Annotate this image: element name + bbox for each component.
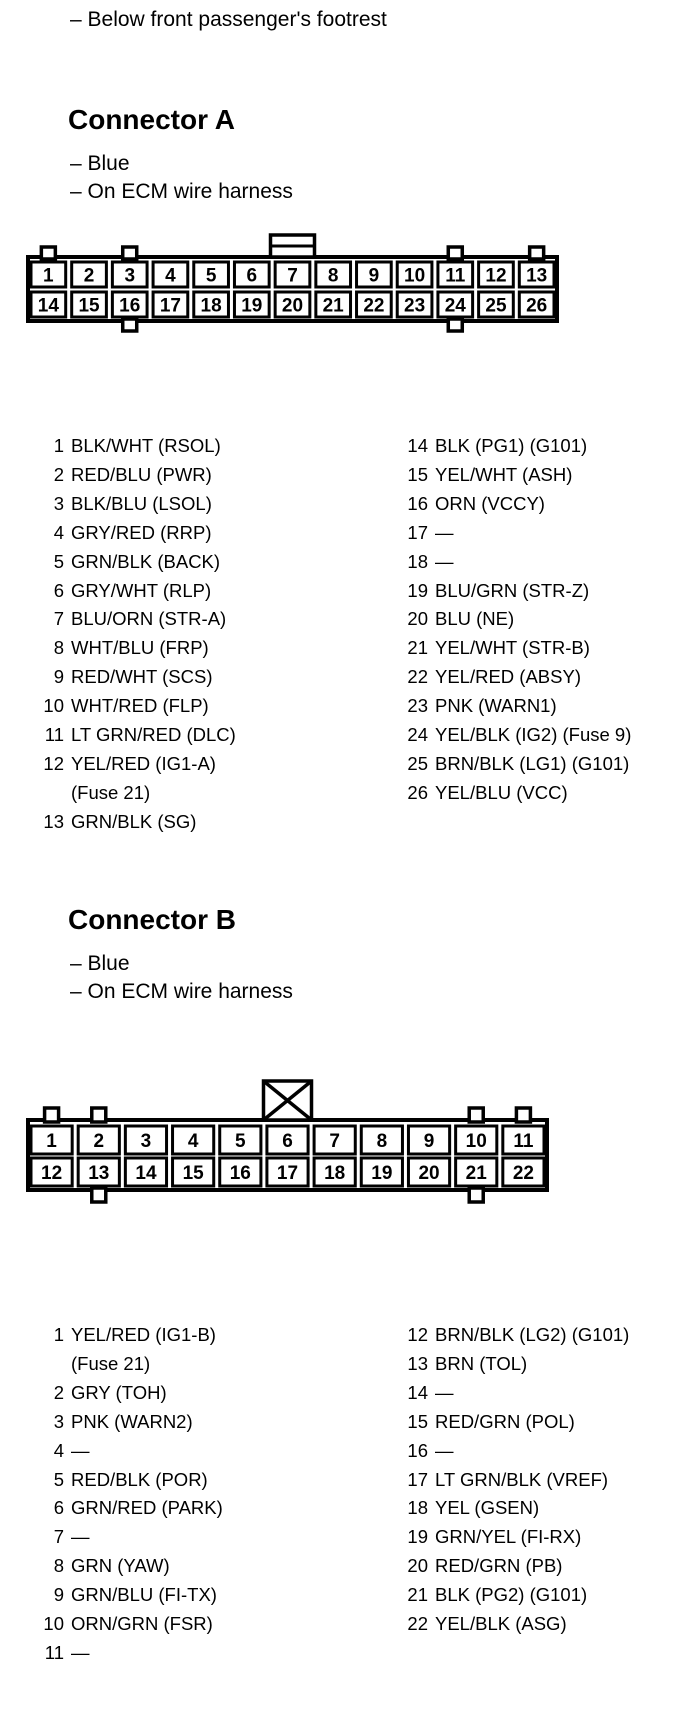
- pin-entry: [400, 548, 631, 577]
- pin-description: PNK (WARN2): [71, 1410, 193, 1432]
- pin-description: RED/GRN (POL): [435, 1410, 575, 1432]
- terminal-number: 19: [241, 295, 263, 317]
- terminal-number: 5: [205, 265, 217, 287]
- pin-number: 8: [53, 637, 64, 659]
- pin-entry: [400, 1408, 629, 1437]
- pin-description: YEL/RED (IG1-A): [71, 752, 216, 774]
- terminal-number: 9: [368, 265, 380, 287]
- pin-number: 19: [407, 579, 428, 601]
- lock-tab: [448, 247, 462, 259]
- pin-entry: [0, 1350, 223, 1379]
- connector-a-pins-left: [0, 432, 236, 837]
- terminal-number: 21: [465, 1163, 487, 1184]
- pin-entry: [400, 1610, 629, 1639]
- pin-description: RED/WHT (SCS): [71, 666, 213, 688]
- pin-entry: [400, 1350, 629, 1379]
- pin-entry: [0, 1494, 223, 1523]
- pin-number: 22: [407, 1613, 428, 1635]
- pin-description: YEL/WHT (ASH): [435, 463, 573, 485]
- pin-number: 4: [53, 521, 64, 543]
- pin-number: 20: [407, 608, 428, 630]
- pin-number: 2: [53, 463, 64, 485]
- pin-entry: [0, 1437, 223, 1466]
- terminal-number: 17: [276, 1163, 299, 1184]
- pin-number: 23: [407, 695, 428, 717]
- lock-tab: [469, 1108, 483, 1122]
- pin-description: BLU/GRN (STR-Z): [435, 579, 590, 601]
- connector-a-location-note: – On ECM wire harness: [70, 180, 293, 203]
- lock-tab: [516, 1108, 530, 1122]
- connector-b-color-note: – Blue: [70, 952, 130, 975]
- connector-b-pins-left: [0, 1321, 223, 1668]
- pin-number: 22: [407, 666, 428, 688]
- pin-number: 21: [407, 637, 428, 659]
- pin-number: 18: [407, 550, 428, 572]
- connector-a-color-note: – Blue: [70, 152, 130, 175]
- terminal-number: 6: [246, 265, 258, 287]
- terminal-number: 1: [46, 1131, 57, 1152]
- lock-tab: [45, 1108, 59, 1122]
- pin-number: 10: [43, 1613, 64, 1635]
- connector-a-diagram: [0, 250, 688, 370]
- pin-number: 24: [407, 724, 428, 746]
- pin-entry: [0, 1552, 223, 1581]
- lock-tab: [92, 1108, 106, 1122]
- pin-description: GRN/BLK (SG): [71, 810, 197, 832]
- terminal-number: 10: [404, 265, 426, 287]
- pin-description: GRN (YAW): [71, 1555, 170, 1577]
- pin-number: 5: [53, 1468, 64, 1490]
- pin-description: GRY (TOH): [71, 1381, 167, 1403]
- pin-entry: [0, 577, 236, 606]
- pin-entry: [400, 490, 631, 519]
- pin-number: 18: [407, 1497, 428, 1519]
- terminal-number: 20: [281, 295, 304, 317]
- pin-description: BRN/BLK (LG1) (G101): [435, 752, 630, 774]
- pin-description: YEL/RED (IG1-B): [71, 1324, 216, 1345]
- terminal-number: 16: [229, 1163, 251, 1184]
- pin-description: LT GRN/BLK (VREF): [435, 1468, 609, 1490]
- pin-description: BLK/BLU (LSOL): [71, 492, 212, 514]
- pin-entry: [400, 1466, 629, 1495]
- pin-description: BLK (PG1) (G101): [435, 435, 588, 456]
- pin-description: BLK/WHT (RSOL): [71, 435, 221, 456]
- pin-entry: [0, 1523, 223, 1552]
- pin-number: 6: [53, 1497, 64, 1519]
- pin-entry: [0, 432, 236, 461]
- connector-body: [28, 1081, 547, 1202]
- terminal-number: 4: [187, 1131, 199, 1152]
- terminal-number: 11: [513, 1131, 534, 1152]
- terminal-number: 8: [327, 265, 339, 287]
- pin-description: BLU (NE): [435, 608, 515, 630]
- pin-entry: [400, 1321, 629, 1350]
- pin-entry: [400, 721, 631, 750]
- pin-entry: [400, 663, 631, 692]
- terminal-number: 21: [322, 295, 344, 317]
- terminal-number: 12: [41, 1163, 63, 1184]
- pin-description: ORN/GRN (FSR): [71, 1613, 213, 1635]
- lock-tab: [41, 247, 55, 259]
- pin-description: YEL (GSEN): [435, 1497, 540, 1519]
- pin-entry: [0, 779, 236, 808]
- pin-entry: [0, 808, 236, 837]
- terminal-number: 5: [235, 1131, 246, 1152]
- pin-entry: [400, 461, 631, 490]
- pin-entry: [400, 692, 631, 721]
- pin-number: 21: [407, 1584, 428, 1606]
- pin-entry: [400, 1437, 629, 1466]
- connector-b-pins-right: [400, 1321, 629, 1639]
- pin-number: 19: [407, 1526, 428, 1548]
- pin-entry: [0, 1321, 223, 1350]
- pin-description: GRN/YEL (FI-RX): [435, 1526, 582, 1548]
- pin-number: 1: [53, 435, 64, 456]
- connector-b-diagram: [0, 1080, 688, 1230]
- pin-number: 11: [44, 724, 64, 746]
- pin-description: YEL/BLK (ASG): [435, 1613, 567, 1635]
- pin-description: ORN (VCCY): [435, 492, 545, 514]
- pin-description: YEL/RED (ABSY): [435, 666, 581, 688]
- pin-entry: [0, 1610, 223, 1639]
- pin-entry: [0, 750, 236, 779]
- terminal-number: 14: [135, 1163, 157, 1184]
- pin-entry: [400, 1523, 629, 1552]
- lock-tab: [123, 319, 137, 331]
- pin-number: 2: [53, 1381, 64, 1403]
- pin-entry: [400, 432, 631, 461]
- connector-a-pin-list: [0, 432, 688, 852]
- pin-entry: [400, 634, 631, 663]
- pin-description: PNK (WARN1): [435, 695, 557, 717]
- pin-description: BRN (TOL): [435, 1352, 528, 1374]
- connector-b-location-note: – On ECM wire harness: [70, 980, 293, 1003]
- pin-entry: [0, 605, 236, 634]
- pin-description: —: [435, 521, 454, 543]
- terminal-number: 15: [78, 295, 100, 317]
- terminal-number: 3: [140, 1131, 152, 1152]
- pin-description: BLU/ORN (STR-A): [71, 608, 227, 630]
- connector-body: [28, 235, 557, 331]
- pin-entry: [400, 519, 631, 548]
- pin-number: 10: [43, 695, 64, 717]
- terminal-number: 22: [363, 295, 385, 317]
- terminal-number: 6: [282, 1131, 293, 1152]
- pin-number: 16: [407, 492, 428, 514]
- pin-entry: [0, 519, 236, 548]
- pin-description: BLK (PG2) (G101): [435, 1584, 588, 1606]
- pin-description: WHT/BLU (FRP): [71, 637, 209, 659]
- terminal-number: 10: [465, 1131, 487, 1152]
- terminal-number: 19: [371, 1163, 393, 1184]
- terminal-number: 22: [512, 1163, 534, 1184]
- lock-tab: [469, 1188, 483, 1202]
- pin-description: YEL/BLU (VCC): [435, 781, 568, 803]
- pin-description: YEL/WHT (STR-B): [435, 637, 590, 659]
- pin-entry: [400, 779, 631, 808]
- lock-tab: [530, 247, 544, 259]
- pin-entry: [0, 1466, 223, 1495]
- pin-number: 5: [53, 550, 64, 572]
- terminal-number: 13: [88, 1163, 110, 1184]
- terminal-number: 4: [165, 265, 176, 287]
- pin-number: 6: [53, 579, 64, 601]
- location-note: – Below front passenger's footrest: [70, 8, 387, 31]
- terminal-number: 17: [159, 295, 181, 317]
- pin-number: 20: [407, 1555, 428, 1577]
- pin-description: WHT/RED (FLP): [71, 695, 209, 717]
- pin-description: —: [71, 1641, 90, 1663]
- pin-number: 11: [44, 1641, 64, 1663]
- terminal-number: 1: [43, 265, 54, 287]
- pin-description: RED/BLK (POR): [71, 1468, 208, 1490]
- pin-number: 25: [407, 752, 428, 774]
- pin-entry: [0, 634, 236, 663]
- pin-description: —: [435, 1381, 454, 1403]
- terminal-number: 18: [200, 295, 222, 317]
- pin-description: GRN/BLK (BACK): [71, 550, 221, 572]
- pin-entry: [400, 750, 631, 779]
- pin-entry: [0, 692, 236, 721]
- terminal-number: 3: [124, 265, 136, 287]
- pin-number: 12: [43, 752, 64, 774]
- terminal-number: 11: [445, 265, 466, 287]
- terminal-number: 20: [418, 1163, 440, 1184]
- pin-number: 13: [43, 810, 64, 832]
- terminal-number: 2: [83, 265, 95, 287]
- terminal-number: 12: [485, 265, 507, 287]
- pin-entry: [400, 1552, 629, 1581]
- pin-entry: [0, 1379, 223, 1408]
- connector-b-title: Connector B: [68, 904, 236, 935]
- pin-number: 8: [53, 1555, 64, 1577]
- lock-tab: [123, 247, 137, 259]
- pin-entry: [0, 461, 236, 490]
- pin-entry: [0, 721, 236, 750]
- pin-number: 3: [53, 1410, 64, 1432]
- pin-number: 1: [53, 1324, 64, 1345]
- pin-entry: [0, 1581, 223, 1610]
- pin-description: (Fuse 21): [71, 1352, 151, 1374]
- terminal-number: 26: [526, 295, 548, 317]
- pin-number: 26: [407, 781, 428, 803]
- pin-entry: [0, 663, 236, 692]
- pin-number: 9: [53, 666, 64, 688]
- pin-entry: [400, 577, 631, 606]
- pin-description: RED/BLU (PWR): [71, 463, 212, 485]
- pin-number: 9: [53, 1584, 64, 1606]
- pin-description: —: [71, 1526, 90, 1548]
- pin-number: 13: [407, 1352, 428, 1374]
- pin-entry: [0, 490, 236, 519]
- connector-a-pins-right: [400, 432, 631, 808]
- terminal-number: 13: [526, 265, 548, 287]
- pin-number: 7: [53, 608, 64, 630]
- pin-number: 15: [407, 463, 428, 485]
- pin-description: GRY/RED (RRP): [71, 521, 212, 543]
- lock-tab: [448, 319, 462, 331]
- pin-description: (Fuse 21): [71, 781, 151, 803]
- pin-entry: [400, 1379, 629, 1408]
- pin-number: 12: [407, 1324, 428, 1345]
- terminal-number: 23: [404, 295, 426, 317]
- pin-description: GRN/BLU (FI-TX): [71, 1584, 217, 1606]
- connector-b-pin-list: [0, 1321, 688, 1721]
- terminal-number: 25: [485, 295, 507, 317]
- pin-description: —: [435, 1439, 454, 1461]
- terminal-number: 14: [37, 295, 59, 317]
- pin-number: 14: [407, 435, 428, 456]
- pin-number: 16: [407, 1439, 428, 1461]
- pin-number: 17: [407, 1468, 428, 1490]
- pin-number: 3: [53, 492, 64, 514]
- lock-tab: [92, 1188, 106, 1202]
- terminal-number: 7: [329, 1131, 340, 1152]
- pin-description: BRN/BLK (LG2) (G101): [435, 1324, 630, 1345]
- pin-entry: [0, 1639, 223, 1668]
- pin-description: YEL/BLK (IG2) (Fuse 9): [435, 724, 632, 746]
- pin-number: 7: [53, 1526, 64, 1548]
- pin-number: 17: [407, 521, 428, 543]
- terminal-number: 15: [182, 1163, 204, 1184]
- pin-entry: [400, 1494, 629, 1523]
- pin-number: 4: [53, 1439, 64, 1461]
- terminal-number: 16: [119, 295, 141, 317]
- terminal-number: 2: [93, 1131, 105, 1152]
- pin-description: LT GRN/RED (DLC): [71, 724, 236, 746]
- connector-a-title: Connector A: [68, 104, 235, 135]
- pin-description: —: [435, 550, 454, 572]
- terminal-number: 18: [324, 1163, 346, 1184]
- pin-entry: [0, 548, 236, 577]
- pin-number: 14: [407, 1381, 428, 1403]
- terminal-number: 8: [376, 1131, 388, 1152]
- pin-description: GRN/RED (PARK): [71, 1497, 223, 1519]
- pin-entry: [400, 605, 631, 634]
- pin-description: GRY/WHT (RLP): [71, 579, 212, 601]
- pin-entry: [0, 1408, 223, 1437]
- pin-entry: [400, 1581, 629, 1610]
- terminal-number: 9: [423, 1131, 435, 1152]
- pin-description: —: [71, 1439, 90, 1461]
- pin-description: RED/GRN (PB): [435, 1555, 563, 1577]
- terminal-number: 7: [287, 265, 298, 287]
- terminal-number: 24: [444, 295, 466, 317]
- pin-number: 15: [407, 1410, 428, 1432]
